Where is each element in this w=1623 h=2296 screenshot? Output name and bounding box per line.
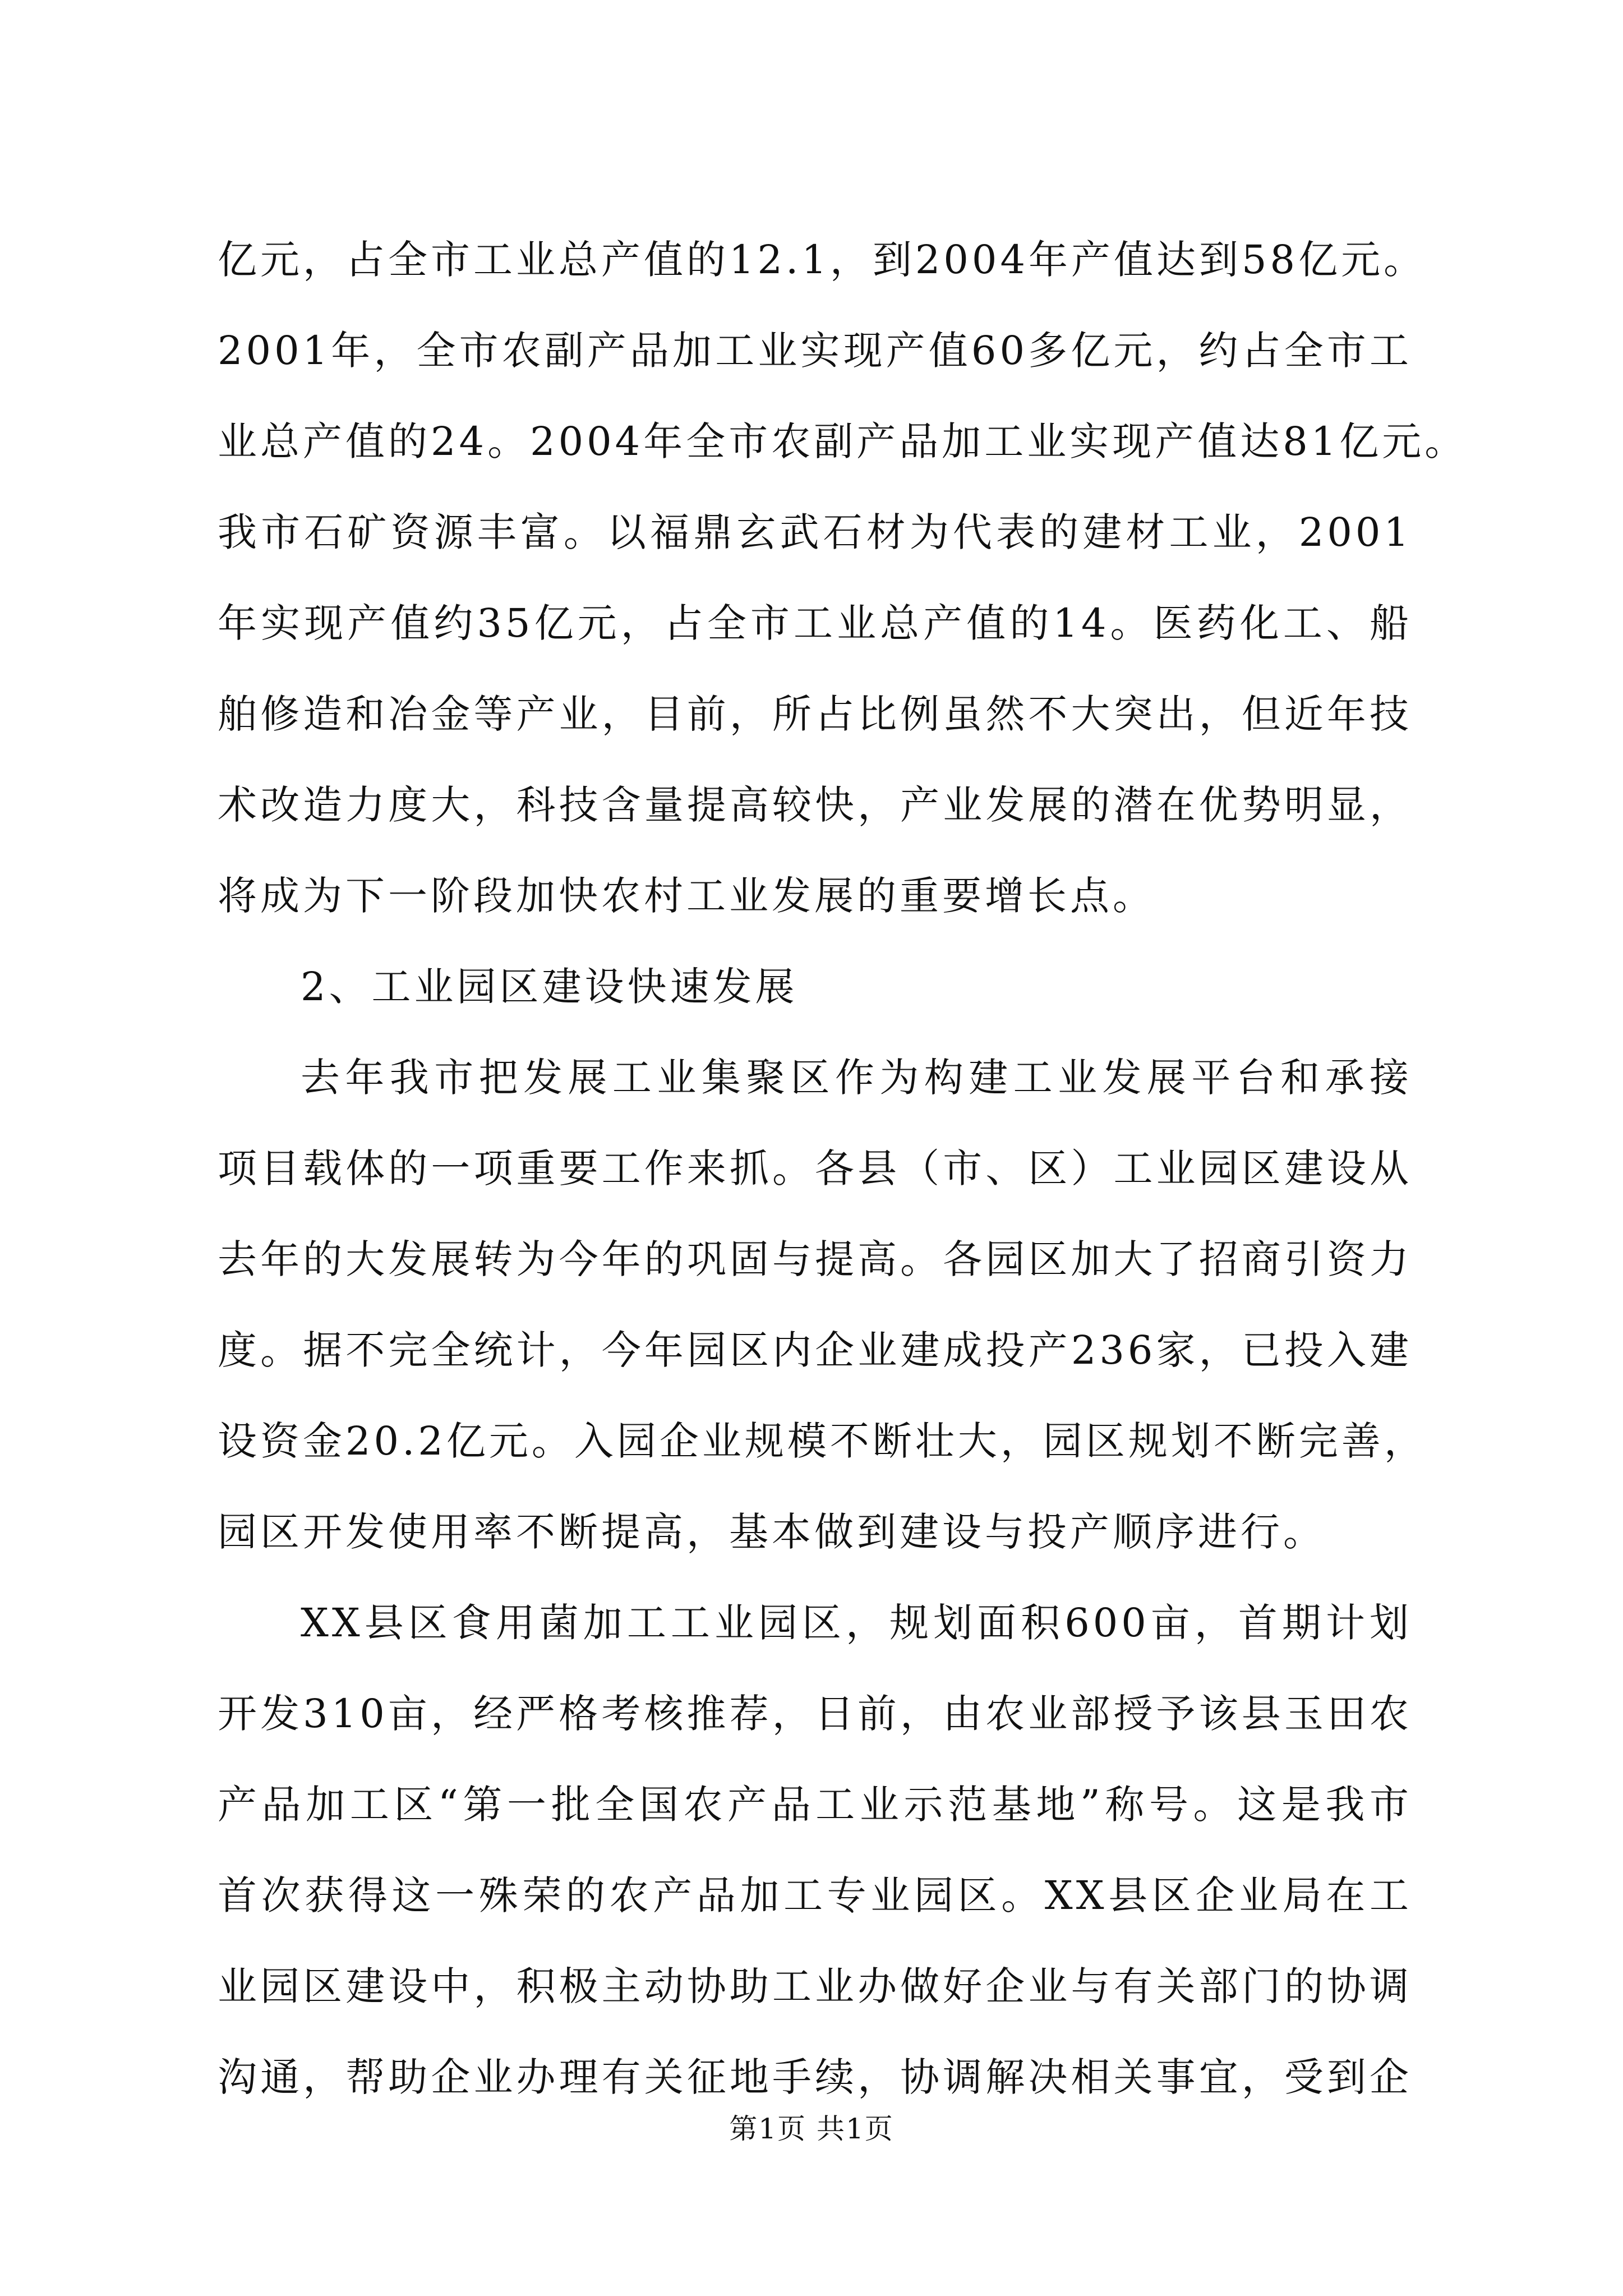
text-line: 舶修造和冶金等产业，目前，所占比例虽然不大突出，但近年技 [218, 691, 1412, 737]
section-heading: 2、工业园区建设快速发展 [301, 964, 798, 1010]
text-line: 设资金20.2亿元。入园企业规模不断壮大，园区规划不断完善， [218, 1418, 1427, 1464]
text-line: 2001年，全市农副产品加工业实现产值60多亿元，约占全市工 [218, 328, 1412, 374]
document-body [218, 214, 1468, 2123]
text-line: 术改造力度大，科技含量提高较快，产业发展的潜在优势明显， [218, 782, 1412, 828]
page-number-label: 第1页 共1页 [729, 2113, 894, 2145]
text-line: 业园区建设中，积极主动协助工业办做好企业与有关部门的协调 [218, 1963, 1412, 2009]
page-footer [0, 2112, 1623, 2146]
text-line: 亿元，占全市工业总产值的12.1，到2004年产值达到58亿元。 [218, 237, 1427, 283]
text-line: 去年我市把发展工业集聚区作为构建工业发展平台和承接 [301, 1055, 1412, 1101]
text-line: 产品加工区“第一批全国农产品工业示范基地”称号。这是我市 [218, 1782, 1412, 1828]
text-line: 业总产值的24。2004年全市农副产品加工业实现产值达81亿元。 [218, 418, 1468, 464]
text-line: 将成为下一阶段加快农村工业发展的重要增长点。 [218, 873, 1155, 919]
text-line: 我市石矿资源丰富。以福鼎玄武石材为代表的建材工业，2001 [218, 509, 1412, 555]
text-line: 首次获得这一殊荣的农产品加工专业园区。XX县区企业局在工 [218, 1872, 1412, 1918]
text-line: 项目载体的一项重要工作来抓。各县（市、区）工业园区建设从 [218, 1145, 1412, 1191]
text-line: 园区开发使用率不断提高，基本做到建设与投产顺序进行。 [218, 1509, 1326, 1555]
text-line: 年实现产值约35亿元，占全市工业总产值的14。医药化工、船 [218, 600, 1412, 646]
text-line: 开发310亩，经严格考核推荐，日前，由农业部授予该县玉田农 [218, 1691, 1412, 1737]
text-line: XX县区食用菌加工工业园区，规划面积600亩，首期计划 [301, 1600, 1412, 1646]
text-line: 度。据不完全统计，今年园区内企业建成投产236家，已投入建 [218, 1327, 1412, 1373]
text-line: 去年的大发展转为今年的巩固与提高。各园区加大了招商引资力 [218, 1236, 1412, 1282]
text-line: 沟通，帮助企业办理有关征地手续，协调解决相关事宜，受到企 [218, 2054, 1412, 2100]
